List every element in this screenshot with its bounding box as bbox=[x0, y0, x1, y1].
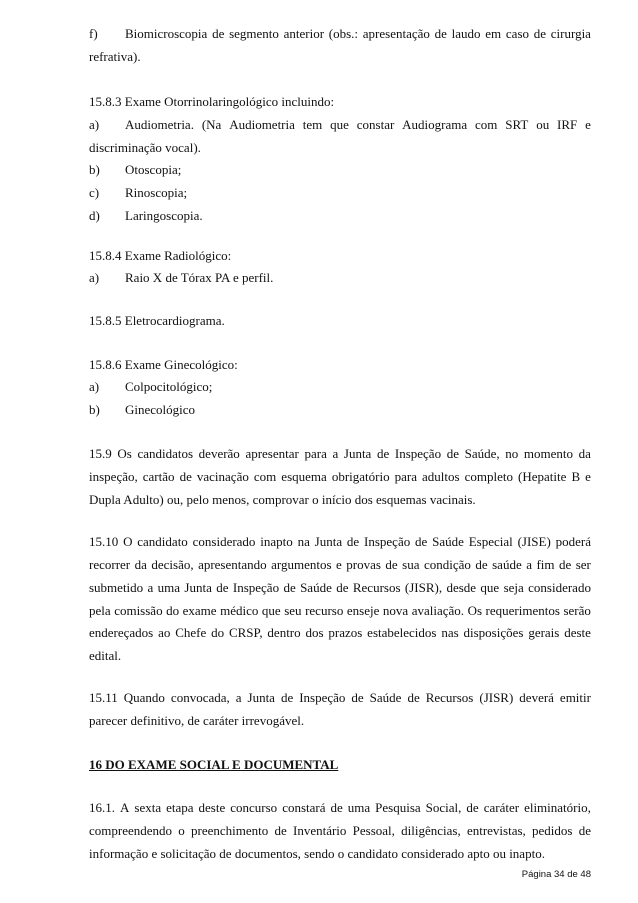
word: a bbox=[332, 446, 339, 461]
justified-line bbox=[89, 534, 591, 550]
word: caráter bbox=[483, 800, 520, 815]
word: Junta bbox=[314, 534, 343, 549]
item-label: a) bbox=[89, 270, 100, 285]
text-line: refrativa). bbox=[89, 49, 141, 64]
word: Inspeção bbox=[394, 446, 442, 461]
word: preenchimento bbox=[191, 823, 269, 838]
item-label: a) bbox=[89, 379, 100, 394]
word: de bbox=[283, 580, 296, 595]
word: de bbox=[274, 823, 287, 838]
word: dos bbox=[305, 625, 324, 640]
word: (JISR), bbox=[404, 580, 443, 595]
word: nova bbox=[382, 603, 409, 618]
word: Recursos bbox=[425, 690, 474, 705]
word: considerado bbox=[192, 534, 256, 549]
word: inspeção, bbox=[89, 469, 138, 484]
word: caso bbox=[505, 26, 530, 41]
justified-line bbox=[89, 557, 591, 573]
word: seja bbox=[503, 580, 524, 595]
justified-line bbox=[89, 446, 591, 462]
word: Inspeção bbox=[299, 690, 346, 705]
word: esquema bbox=[281, 469, 327, 484]
word: prazos bbox=[328, 625, 363, 640]
word: e bbox=[585, 117, 591, 132]
word: de bbox=[558, 557, 572, 572]
word: Recursos bbox=[352, 580, 401, 595]
word: a bbox=[526, 557, 532, 572]
word: de bbox=[351, 690, 364, 705]
word: (obs.: bbox=[328, 26, 359, 41]
word: ao bbox=[158, 625, 171, 640]
word: de bbox=[216, 580, 229, 595]
word: (Na bbox=[201, 117, 222, 132]
word: apresentação bbox=[362, 26, 430, 41]
word: do bbox=[211, 625, 225, 640]
word: de bbox=[446, 446, 459, 461]
word: requerimentos bbox=[485, 603, 560, 618]
word: anterior bbox=[283, 26, 325, 41]
word: que bbox=[480, 580, 500, 595]
justified-line bbox=[89, 800, 591, 816]
word: Audiometria. bbox=[125, 117, 194, 132]
word: cirurgia bbox=[550, 26, 591, 41]
text-line: edital. bbox=[89, 648, 122, 663]
word: de bbox=[385, 557, 398, 572]
item-label: b) bbox=[89, 402, 100, 417]
word: avaliação. bbox=[411, 603, 465, 618]
word: pedidos bbox=[532, 823, 573, 838]
word: segmento bbox=[229, 26, 279, 41]
word: Junta bbox=[247, 690, 275, 705]
justified-line bbox=[89, 690, 591, 706]
word: Saúde bbox=[369, 690, 402, 705]
word: recorrer bbox=[89, 557, 131, 572]
item-label: c) bbox=[89, 185, 100, 200]
word: diligências, bbox=[401, 823, 461, 838]
list-item: Ginecológico bbox=[125, 402, 196, 417]
word: que bbox=[330, 117, 349, 132]
item-label: a) bbox=[89, 117, 100, 132]
item-label: d) bbox=[89, 208, 100, 223]
word: pela bbox=[89, 603, 111, 618]
word: o bbox=[178, 823, 185, 838]
word: disposições bbox=[463, 625, 524, 640]
word: dentro bbox=[267, 625, 301, 640]
word: condição bbox=[423, 557, 471, 572]
word: ser bbox=[575, 557, 591, 572]
word: de bbox=[280, 690, 294, 705]
word: de bbox=[466, 800, 479, 815]
text-line: informação e solicitação de documentos, sendo o candidato considerado apto ou inapto. bbox=[89, 846, 545, 861]
word: deverá bbox=[519, 690, 554, 705]
word: convocada, bbox=[170, 690, 230, 705]
word: seu bbox=[284, 603, 302, 618]
word: Saúde bbox=[300, 580, 332, 595]
word: Biomicroscopia bbox=[125, 26, 208, 41]
word: médico bbox=[220, 603, 259, 618]
word: para bbox=[304, 446, 327, 461]
word: Os bbox=[117, 446, 132, 461]
word: Junta bbox=[184, 580, 212, 595]
word: de bbox=[179, 469, 192, 484]
word: constar bbox=[356, 117, 395, 132]
word: Inventário bbox=[293, 823, 347, 838]
word: comissão bbox=[114, 603, 163, 618]
word: gerais bbox=[528, 625, 560, 640]
section-title: 15.8.4 Exame Radiológico: bbox=[89, 248, 232, 263]
word: 15.9 bbox=[89, 446, 112, 461]
word: momento bbox=[523, 446, 573, 461]
word: de bbox=[407, 690, 420, 705]
word: serão bbox=[563, 603, 591, 618]
list-item: Otoscopia; bbox=[125, 162, 182, 177]
word: 16.1. bbox=[89, 800, 115, 815]
word: etapa bbox=[166, 800, 194, 815]
list-item: Laringoscopia. bbox=[125, 208, 203, 223]
word: de bbox=[336, 580, 349, 595]
word: vacinação bbox=[196, 469, 249, 484]
word: emitir bbox=[559, 690, 591, 705]
word: apresentar bbox=[245, 446, 299, 461]
word: (JISR) bbox=[479, 690, 514, 705]
item-label: b) bbox=[89, 162, 100, 177]
justified-line bbox=[125, 117, 591, 133]
word: do bbox=[166, 603, 180, 618]
word: exame bbox=[182, 603, 217, 618]
word: de bbox=[475, 557, 488, 572]
justified-line bbox=[89, 603, 591, 619]
section-title: 15.8.3 Exame Otorrinolaringológico incluindo: bbox=[89, 94, 335, 109]
word: estabelecidos bbox=[367, 625, 437, 640]
word: apresentando bbox=[198, 557, 267, 572]
word: IRF bbox=[557, 117, 578, 132]
word: Os bbox=[467, 603, 483, 618]
item-label: f) bbox=[89, 26, 98, 41]
word: de bbox=[434, 26, 447, 41]
word: candidatos bbox=[137, 446, 194, 461]
word: Especial bbox=[468, 534, 513, 549]
word: a bbox=[147, 580, 154, 595]
word: uma bbox=[347, 800, 371, 815]
word: O bbox=[123, 534, 133, 549]
word: (Hepatite bbox=[518, 469, 567, 484]
word: recurso bbox=[305, 603, 344, 618]
word: de bbox=[533, 26, 547, 41]
word: para bbox=[394, 469, 417, 484]
word: endereçados bbox=[89, 625, 154, 640]
word: poderá bbox=[555, 534, 591, 549]
word: com bbox=[475, 117, 498, 132]
word: de bbox=[346, 534, 360, 549]
word: decisão, bbox=[151, 557, 194, 572]
word: Pesquisa bbox=[375, 800, 421, 815]
word: submetido bbox=[89, 580, 144, 595]
word: Audiograma bbox=[402, 117, 468, 132]
word: entrevistas, bbox=[466, 823, 526, 838]
word: Quando bbox=[123, 690, 165, 705]
word: 15.10 bbox=[89, 534, 119, 549]
word: candidato bbox=[137, 534, 188, 549]
word: da bbox=[578, 446, 591, 461]
list-item: Rinoscopia; bbox=[125, 185, 188, 200]
word: de bbox=[212, 26, 225, 41]
word: provas bbox=[346, 557, 381, 572]
word: uma bbox=[157, 580, 181, 595]
word: Chefe bbox=[175, 625, 207, 640]
word: de bbox=[376, 446, 390, 461]
word: Junta bbox=[343, 446, 372, 461]
section-title: 15.8.6 Exame Ginecológico: bbox=[89, 357, 238, 372]
word: deste bbox=[564, 625, 591, 640]
text-line: parecer definitivo, de caráter irrevogável. bbox=[89, 713, 305, 728]
text-line: Dupla Adulto) ou, pelo menos, comprovar o início dos esquemas vacinais. bbox=[89, 492, 476, 507]
word: SRT bbox=[505, 117, 529, 132]
word: 15.11 bbox=[89, 690, 118, 705]
word: deste bbox=[198, 800, 226, 815]
section-title: 15.8.5 Eletrocardiograma. bbox=[89, 313, 225, 328]
word: completo bbox=[464, 469, 513, 484]
word: inapto bbox=[260, 534, 293, 549]
word: em bbox=[485, 26, 502, 41]
word: laudo bbox=[451, 26, 481, 41]
word: sua bbox=[402, 557, 420, 572]
word: e bbox=[336, 557, 342, 572]
justified-line bbox=[89, 625, 591, 641]
word: Saúde bbox=[432, 534, 464, 549]
word: argumentos bbox=[271, 557, 332, 572]
justified-line bbox=[89, 469, 591, 485]
word: Inspeção bbox=[232, 580, 280, 595]
word: a bbox=[235, 690, 242, 705]
word: e bbox=[585, 469, 591, 484]
word: sexta bbox=[134, 800, 162, 815]
word: tem bbox=[302, 117, 323, 132]
word: da bbox=[134, 557, 147, 572]
text-line: discriminação vocal). bbox=[89, 140, 201, 155]
page-number: Página 34 de 48 bbox=[521, 869, 591, 880]
word: de bbox=[415, 534, 428, 549]
word: na bbox=[297, 534, 310, 549]
word: A bbox=[120, 800, 130, 815]
word: Saúde, bbox=[464, 446, 500, 461]
word: deverão bbox=[198, 446, 240, 461]
list-item: Colpocitológico; bbox=[125, 379, 213, 394]
word: nas bbox=[441, 625, 459, 640]
word: que bbox=[261, 603, 281, 618]
word: com bbox=[253, 469, 277, 484]
word: no bbox=[505, 446, 519, 461]
word: saúde bbox=[492, 557, 522, 572]
list-item: Raio X de Tórax PA e perfil. bbox=[125, 270, 274, 285]
word: B bbox=[571, 469, 581, 484]
justified-line bbox=[89, 823, 591, 839]
word: (JISE) bbox=[517, 534, 551, 549]
word: cartão bbox=[142, 469, 175, 484]
justified-line bbox=[125, 26, 591, 42]
word: de bbox=[578, 823, 591, 838]
word: Social, bbox=[425, 800, 462, 815]
word: de bbox=[330, 800, 343, 815]
word: Pessoal, bbox=[352, 823, 395, 838]
justified-line bbox=[89, 580, 591, 596]
word: adultos bbox=[422, 469, 460, 484]
word: Audiometria bbox=[229, 117, 295, 132]
word: obrigatório bbox=[331, 469, 390, 484]
word: enseje bbox=[346, 603, 380, 618]
section-heading: 16 DO EXAME SOCIAL E DOCUMENTAL bbox=[89, 757, 339, 772]
word: eliminatório, bbox=[524, 800, 591, 815]
word: CRSP, bbox=[228, 625, 263, 640]
word: fim bbox=[536, 557, 555, 572]
word: concurso bbox=[230, 800, 278, 815]
word: desde bbox=[446, 580, 477, 595]
word: ou bbox=[536, 117, 550, 132]
word: considerado bbox=[528, 580, 591, 595]
word: Inspeção bbox=[364, 534, 411, 549]
word: compreendendo bbox=[89, 823, 173, 838]
word: constará bbox=[282, 800, 326, 815]
